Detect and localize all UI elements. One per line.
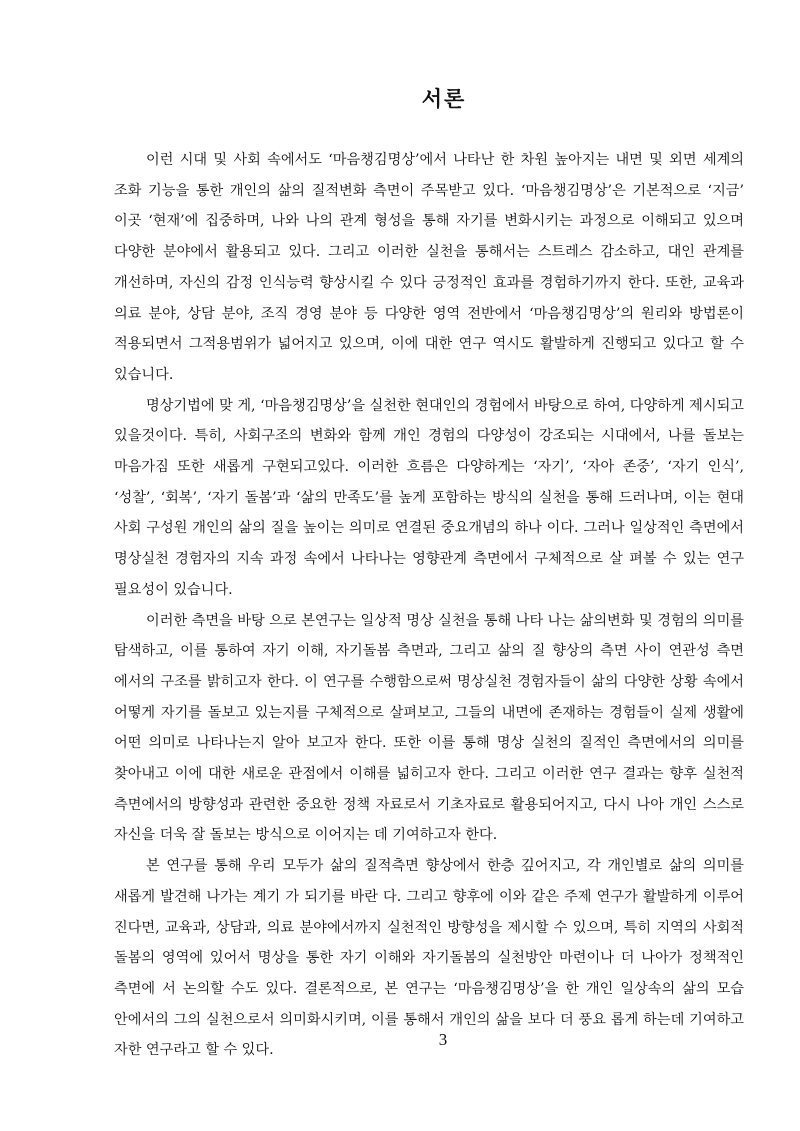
body-paragraph-3: 이러한 측면을 바탕 으로 본연구는 일상적 명상 실천을 통해 나타 나는 삶의변화 및 경험의 의미를 탐색하고, 이를 통하여 자기 이해, 자기돌봄 측면과, 그리고 삶의 질 향상의 측면 사이 연관성 측면 에서의 구조를 밝히고자 한다. 이 연구를 수행함으로써 명상실천 경험자들이 삶의 다양한 상황 속에서 어떻게 자기를 돌보고 있는지를 구체적으로 살펴보고, 그들의 내면에 존재하는 경험들이 실제 생활에 어떤 의미로 나타나는지 알아 보고자 한다. 또한 이를 통해 명상 실천의 질적인 측면에서의 의미를 찾아내고 이에 대한 새로운 관점에서 이해를 넓히고자 한다. 그리고 이러한 연구 결과는 향후 실천적 측면에서의 방향성과 관련한 중요한 정책 자료로서 기초자료로 활용되어지고, 다시 나아 개인 스스로 자신을 더욱 잘 돌보는 방식으로 이어지는 데 기여하고자 한다. xyxy=(114,612,744,844)
body-paragraph-4: 본 연구를 통해 우리 모두가 삶의 질적측면 향상에서 한층 깊어지고, 각 개인별로 삶의 의미를 새롭게 발견해 나가는 계기 가 되기를 바란 다. 그리고 향후에 이와 같은 주제 연구가 활발하게 이루어 진다면, 교육과, 상담과, 의료 분야에서까지 실천적인 방향성을 제시할 수 있으며, 특히 지역의 사회적 돌봄의 영역에 있어서 명상을 통한 자기 이해와 자기돌봄의 실천방안 마련이나 더 나아가 정책적인 측면에 서 논의할 수도 있다. 결론적으로, 본 연구는 ‘마음챙김명상’을 한 개인 일상속의 삶의 모습 안에서의 그의 실천으로서 의미화시키며, 이를 통해서 개인의 삶을 보다 더 풍요 롭게 하는데 기여하고 자한 연구라고 할 수 있다. xyxy=(114,858,744,1059)
page-number: 3 xyxy=(438,1030,448,1049)
body-paragraph-1: 이런 시대 및 사회 속에서도 ‘마음챙김명상’에서 나타난 한 차원 높아지는 내면 및 외면 세계의 조화 기능을 통한 개인의 삶의 질적변화 측면이 주목받고 있다. ‘마음챙김명상’은 기본적으로 ‘지금’ 이곳 ‘현재’에 집중하며, 나와 나의 관계 형성을 통해 자기를 변화시키는 과정으로 이해되고 있으며 다양한 분야에서 활용되고 있다. 그리고 이러한 실천을 통해서는 스트레스 감소하고, 대인 관계를 개선하며, 자신의 감정 인식능력 향상시킬 수 있다 긍정적인 효과를 경험하기까지 한다. 또한, 교육과 의료 분야, 상담 분야, 조직 경영 분야 등 다양한 영역 전반에서 ‘마음챙김명상’의 원리와 방법론이 적용되면서 그적용범위가 넓어지고 있으며, 이에 대한 연구 역시도 활발하게 진행되고 있다고 할 수 있습니다. xyxy=(114,152,744,383)
page-title: 서론 xyxy=(421,86,467,111)
body-paragraph-2: 명상기법에 맞 게, ‘마음챙김명상’을 실천한 현대인의 경험에서 바탕으로 하여, 다양하게 제시되고 있을것이다. 특히, 사회구조의 변화와 함께 개인 경험의 다양성이 강조되는 시대에서, 나를 돌보는 마음가짐 또한 새롭게 구현되고있다. 이러한 흐름은 다양하게는 ‘자기’, ‘자아 존중’, ‘자기 인식’, ‘성찰’, ‘회복’, ‘자기 돌봄’과 ‘삶의 만족도’를 높게 포함하는 방식의 실천을 통해 드러나며, 이는 현대 사회 구성원 개인의 삶의 질을 높이는 의미로 연결된 중요개념의 하나 이다. 그러나 일상적인 측면에서 명상실천 경험자의 지속 과정 속에서 나타나는 영향관계 측면에서 구체적으로 살 펴볼 수 있는 연구 필요성이 있습니다. xyxy=(114,397,744,598)
